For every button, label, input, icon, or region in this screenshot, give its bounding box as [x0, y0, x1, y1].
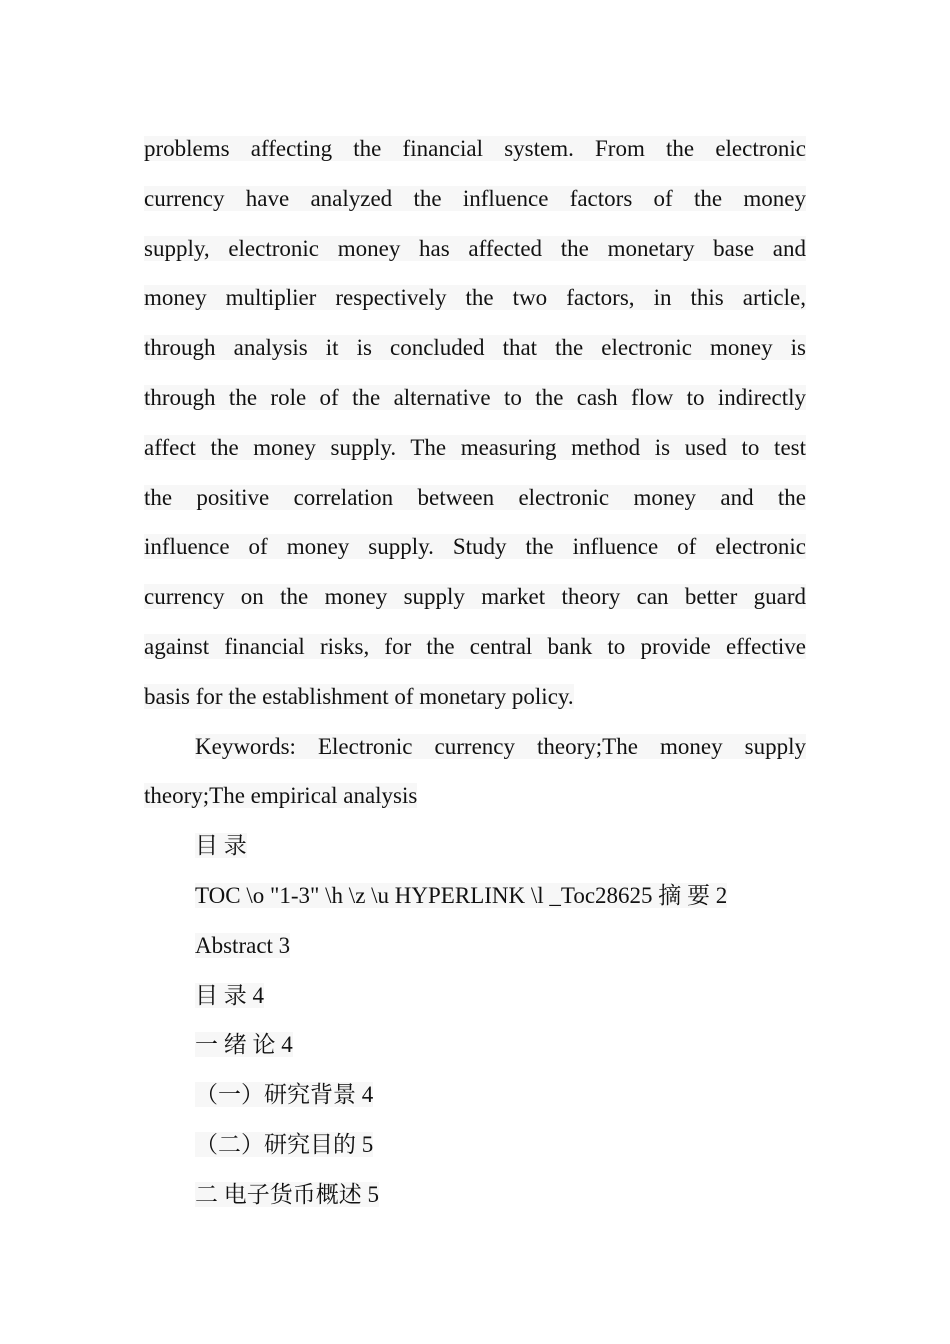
abstract-line-11 — [144, 622, 806, 672]
toc-entry-purpose-text[interactable]: （二）研究目的 5 — [195, 1131, 374, 1157]
toc-entry-purpose[interactable] — [144, 1120, 806, 1170]
toc-entry-contents[interactable] — [144, 971, 806, 1021]
abstract-line-3-text: supply, electronic money has affected the monetary base and — [144, 235, 806, 261]
toc-entry-e-money-overview-text[interactable]: 二 电子货币概述 5 — [195, 1181, 379, 1207]
abstract-line-2-text: currency have analyzed the influence factors of the money — [144, 185, 806, 211]
abstract-line-5 — [144, 323, 806, 373]
abstract-line-8 — [144, 473, 806, 523]
keywords-line-2 — [144, 771, 806, 821]
abstract-line-1-text: problems affecting the financial system. From the electronic — [144, 136, 806, 161]
toc-heading-text: 目 录 — [195, 833, 247, 859]
abstract-line-2 — [144, 174, 806, 224]
abstract-line-12-text: basis for the establishment of monetary policy. — [144, 683, 574, 709]
toc-field-line-text[interactable]: TOC \o "1-3" \h \z \u HYPERLINK \l _Toc28625 摘 要 2 — [195, 882, 728, 908]
abstract-line-11-text: against financial risks, for the central bank to provide effective — [144, 633, 806, 659]
toc-field-line[interactable] — [144, 871, 806, 921]
toc-entry-introduction-text[interactable]: 一 绪 论 4 — [195, 1032, 293, 1058]
abstract-line-12 — [144, 672, 806, 722]
toc-entry-abstract-text[interactable]: Abstract 3 — [195, 932, 291, 958]
toc-entry-background[interactable] — [144, 1070, 806, 1120]
toc-entry-introduction[interactable] — [144, 1020, 806, 1070]
abstract-line-8-text: the positive correlation between electronic money and the — [144, 484, 806, 510]
keywords-line-1-text: Keywords: Electronic currency theory;The money supply — [195, 733, 806, 759]
abstract-line-5-text: through analysis it is concluded that the electronic money is — [144, 335, 806, 361]
abstract-line-7-text: affect the money supply. The measuring method is used to test — [144, 434, 806, 460]
abstract-line-10 — [144, 572, 806, 622]
abstract-line-6-text: through the role of the alternative to the cash flow to indirectly — [144, 384, 806, 410]
toc-entry-background-text[interactable]: （一）研究背景 4 — [195, 1082, 374, 1108]
keywords-line-2-text: theory;The empirical analysis — [144, 783, 418, 809]
abstract-line-1 — [144, 124, 806, 174]
toc-heading — [144, 821, 806, 871]
abstract-line-7 — [144, 423, 806, 473]
abstract-line-9 — [144, 522, 806, 572]
abstract-line-4 — [144, 273, 806, 323]
toc-entry-abstract[interactable] — [144, 921, 806, 971]
toc-entry-e-money-overview[interactable] — [144, 1170, 806, 1220]
abstract-line-9-text: influence of money supply. Study the influence of electronic — [144, 534, 806, 560]
abstract-line-4-text: money multiplier respectively the two factors, in this article, — [144, 285, 806, 311]
abstract-line-6 — [144, 373, 806, 423]
abstract-line-3 — [144, 224, 806, 274]
document-body — [144, 124, 806, 1220]
abstract-line-10-text: currency on the money supply market theory can better guard — [144, 584, 806, 610]
toc-entry-contents-text[interactable]: 目 录 4 — [195, 982, 264, 1008]
keywords-line-1 — [144, 722, 806, 772]
